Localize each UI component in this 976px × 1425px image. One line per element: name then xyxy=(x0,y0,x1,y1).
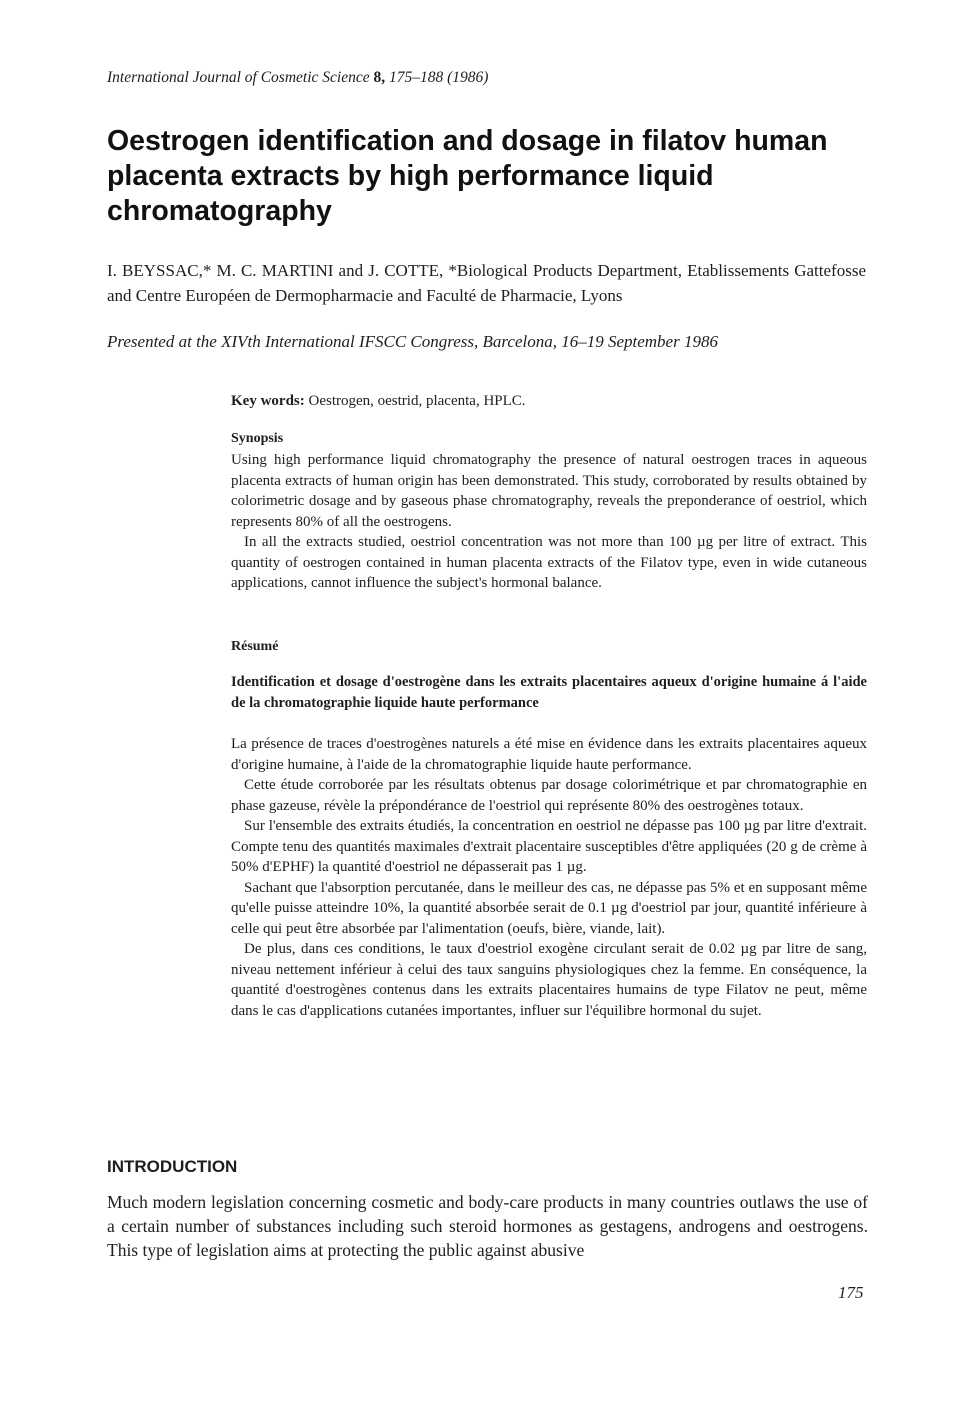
keywords xyxy=(231,391,867,412)
resume-paragraph: Sachant que l'absorption percutanée, dans le meilleur des cas, ne dépasse pas 5% et en supposant même qu'elle puisse atteindre 10%, la quantité absorbée serait de 0.1 µg d'oestriol par jour, quantité inférieure à celle qui peut être absorbée par l'alimentation (oeufs, bière, viande, lait). xyxy=(231,879,867,937)
synopsis-body xyxy=(231,450,867,594)
synopsis-paragraph: In all the extracts studied, oestriol concentration was not more than 100 µg per litre of extract. This quantity of oestrogen contained in human placenta extracts of the Filatov type, even in wide cutaneous applications, cannot influence the subject's hormonal balance. xyxy=(231,534,867,591)
keywords-label: Key words: xyxy=(231,393,305,409)
resume-paragraph: La présence de traces d'oestrogènes naturels a été mise en évidence dans les extraits placentaires aqueux d'origine humaine, à l'aide de la chromatographie liquide haute performance. xyxy=(231,736,867,773)
author-affiliations: I. BEYSSAC,* M. C. MARTINI and J. COTTE, *Biological Products Department, Etablissements Gattefosse and Centre Européen de Dermopharmacie and Faculté de Pharmacie, Lyons xyxy=(107,261,866,305)
page-number: 175 xyxy=(838,1283,864,1302)
journal-name: International Journal of Cosmetic Science xyxy=(107,69,370,86)
introduction-text: Much modern legislation concerning cosmetic and body-care products in many countries outlaws the use of a certain number of substances including such steroid hormones as gestagens, androgens and oestrogens. This type of legislation aims at protecting the public against abusive xyxy=(107,1192,868,1260)
introduction-heading: INTRODUCTION xyxy=(107,1157,238,1176)
presentation-note: Presented at the XIVth International IFSCC Congress, Barcelona, 16–19 September 1986 xyxy=(107,332,718,351)
journal-citation xyxy=(107,69,488,87)
resume-paragraph: Sur l'ensemble des extraits étudiés, la concentration en oestriol ne dépasse pas 100 µg par litre d'extrait. Compte tenu des quantités maximales d'extrait placentaire susceptibles d'être appliquées (20 g de crème à 50% d'EPHF) la quantité d'oestriol ne dépasserait pas 1 µg. xyxy=(231,818,867,875)
resume-paragraph: Cette étude corroborée par les résultats obtenus par dosage colorimétrique et par chromatographie en phase gazeuse, révèle la prépondérance de l'oestriol qui représente 80% des oestrogènes totaux. xyxy=(231,777,867,814)
resume-paragraph: De plus, dans ces conditions, le taux d'oestriol exogène circulant serait de 0.02 µg par litre de sang, niveau nettement inférieur à celui des taux sanguins physiologiques chez la femme. En conséquence, la quantité d'oestrogènes contenus dans les extraits placentaires humains de type Filatov ne peut, même dans le cas d'applications cutanées importantes, influer sur l'équilibre hormonal du sujet. xyxy=(231,941,867,1019)
synopsis-paragraph: Using high performance liquid chromatography the presence of natural oestrogen traces in aqueous placenta extracts of human origin has been demonstrated. This study, corroborated by results obtained by colorimetric dosage and by gaseous phase chromatography, reveals the preponderance of oestriol, which represents 80% of all the oestrogens. xyxy=(231,452,867,530)
paper-title: Oestrogen identification and dosage in filatov human placenta extracts by high performance liquid chromatography xyxy=(107,125,828,227)
resume-heading: Résumé xyxy=(231,639,279,654)
journal-pages-year: 175–188 (1986) xyxy=(388,69,489,86)
journal-volume: 8, xyxy=(373,69,386,86)
synopsis-heading: Synopsis xyxy=(231,431,284,446)
keywords-value: Oestrogen, oestrid, placenta, HPLC. xyxy=(308,393,526,409)
resume-title: Identification et dosage d'oestrogène dans les extraits placentaires aqueux d'origine humaine á l'aide de la chromatographie liquide haute performance xyxy=(231,674,867,711)
resume-body xyxy=(231,734,867,1021)
